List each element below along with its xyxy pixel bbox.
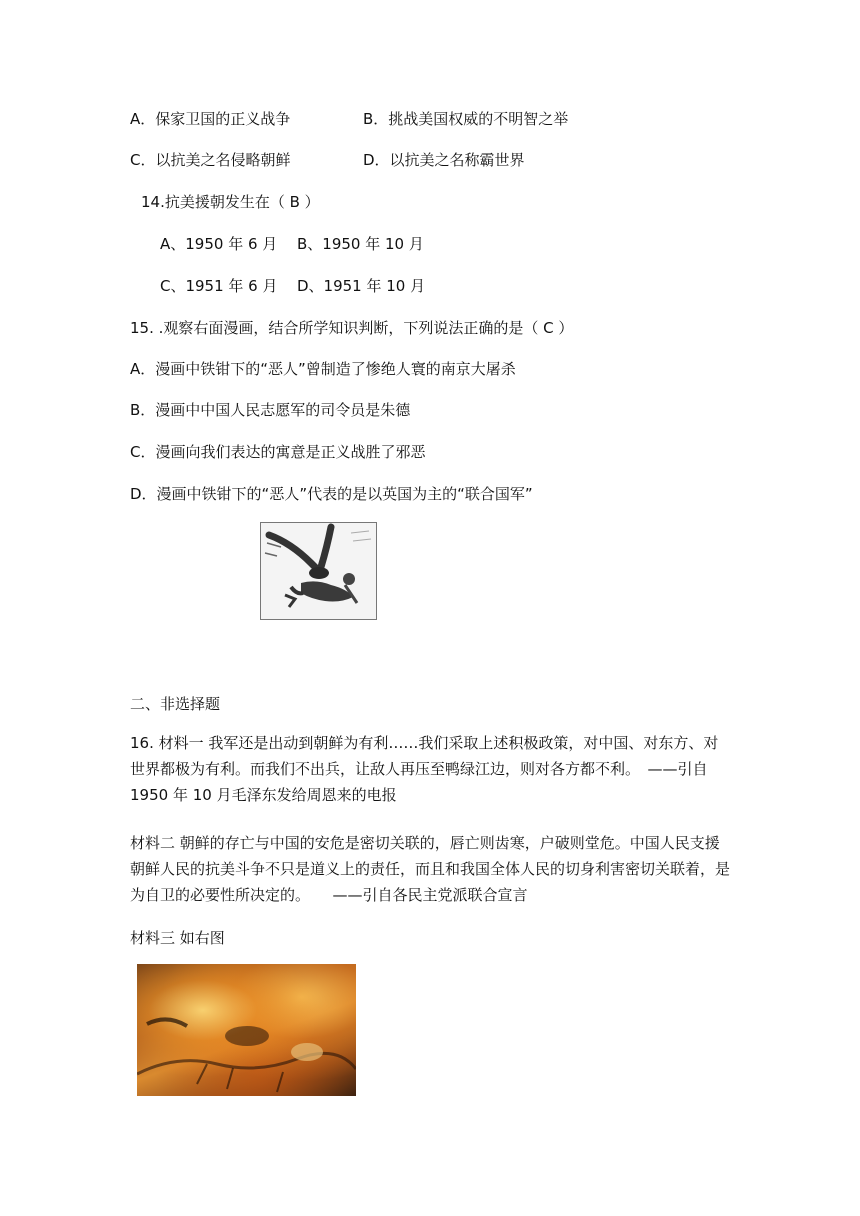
battle-painting-image: [137, 964, 356, 1096]
q16-material-1: 16. 材料一 我军还是出动到朝鲜为有利……我们采取上述积极政策，对中国、对东方、对世界都极为有利。而我们不出兵，让敌人再压至鸭绿江边，则对各方都不利。 ——引自 1950 年 10 月毛泽东发给周恩来的电报: [130, 734, 719, 804]
q15-option-c: C．漫画向我们表达的寓意是正义战胜了邪恶: [130, 443, 426, 461]
q15-option-a: A．漫画中铁钳下的“恶人”曾制造了惨绝人寰的南京大屠杀: [130, 360, 516, 378]
q14-stem: 14.抗美援朝发生在（ B ）: [141, 193, 320, 211]
q14-option-a: A、1950 年 6 月: [160, 235, 278, 253]
q15-option-d: D．漫画中铁钳下的“恶人”代表的是以英国为主的“联合国军”: [130, 485, 533, 503]
q15-stem: 15. .观察右面漫画，结合所学知识判断，下列说法正确的是（ C ）: [130, 319, 574, 337]
q13-option-b: B．挑战美国权威的不明智之举: [363, 110, 569, 128]
q13-option-c: C．以抗美之名侵略朝鲜: [130, 151, 291, 169]
q13-option-a: A．保家卫国的正义战争: [130, 110, 291, 128]
q13-option-d: D．以抗美之名称霸世界: [363, 151, 525, 169]
q16-material-3: 材料三 如右图: [130, 929, 225, 947]
q16-material-2: 材料二 朝鲜的存亡与中国的安危是密切关联的，唇亡则齿寒，户破则堂危。中国人民支援朝鲜人民的抗美斗争不只是道义上的责任，而且和我国全体人民的切身利害密切关联着，是为自卫的必要性所决定的。 ——引自各民主党派联合宣言: [130, 834, 731, 904]
cartoon-image: [260, 522, 377, 620]
section-heading: 二、非选择题: [130, 695, 221, 713]
q15-option-b: B．漫画中中国人民志愿军的司令员是朱德: [130, 401, 411, 419]
q14-option-b: B、1950 年 10 月: [297, 235, 424, 253]
q14-option-d: D、1951 年 10 月: [297, 277, 426, 295]
q14-option-c: C、1951 年 6 月: [160, 277, 278, 295]
